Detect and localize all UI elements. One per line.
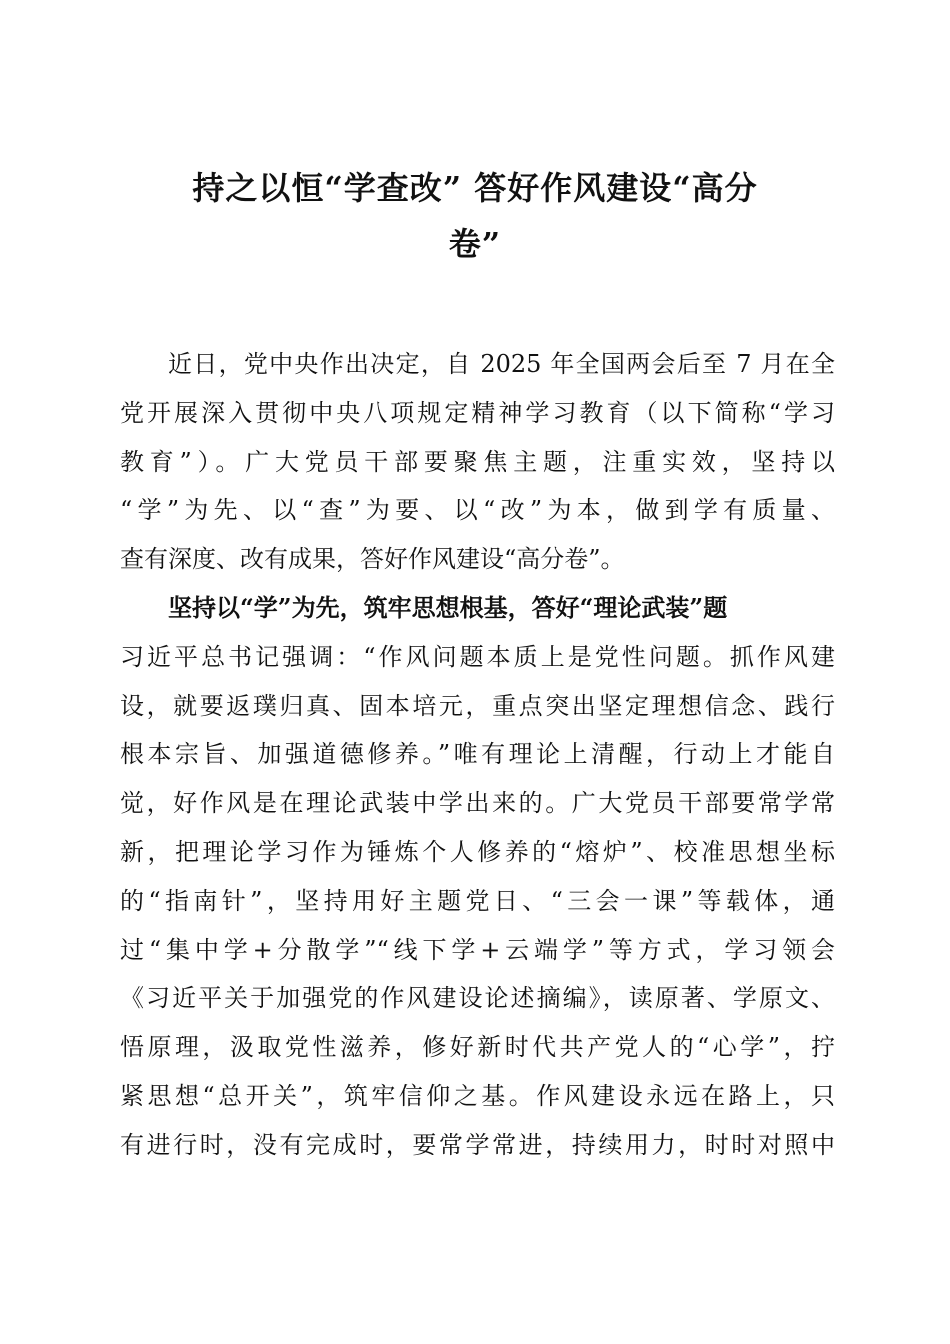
paragraph-line: 悟原理，汲取党性滋养，修好新时代共产党人的“心学”，拧	[120, 1033, 835, 1062]
document-title	[120, 160, 830, 272]
paragraph-line: 根本宗旨、加强道德修养。”唯有理论上清醒，行动上才能自	[120, 740, 835, 769]
paragraph-line: 习近平总书记强调：“作风问题本质上是党性问题。抓作风建	[120, 642, 835, 671]
paragraph-line: 近日，党中央作出决定，自 2025 年全国两会后至 7 月在全	[168, 350, 835, 378]
paragraph-line: 觉，好作风是在理论武装中学出来的。广大党员干部要常学常	[120, 789, 835, 818]
paragraph-line: 查有深度、改有成果，答好作风建设“高分卷”。	[120, 545, 625, 574]
title-line-1: 持之以恒“学查改” 答好作风建设“高分	[192, 169, 758, 207]
document-body	[120, 340, 835, 1170]
paragraph-line: 有进行时，没有完成时，要常学常进，持续用力，时时对照中	[120, 1130, 835, 1159]
paragraph-line: 党开展深入贯彻中央八项规定精神学习教育（以下简称“学习	[120, 398, 835, 427]
paragraph-line: “学”为先、以“查”为要、以“改”为本，做到学有质量、	[120, 496, 835, 525]
paragraph-line: 新，把理论学习作为锤炼个人修养的“熔炉”、校准思想坐标	[120, 837, 835, 866]
title-line-2: 卷”	[448, 225, 502, 263]
section-heading: 坚持以“学”为先，筑牢思想根基，答好“理论武装”题	[168, 592, 728, 622]
paragraph-line: 教育”）。广大党员干部要聚焦主题，注重实效，坚持以	[120, 447, 835, 476]
paragraph-line: 紧思想“总开关”，筑牢信仰之基。作风建设永远在路上，只	[120, 1081, 835, 1110]
paragraph-line: 过“集中学+分散学”“线下学+云端学”等方式，学习领会	[120, 935, 835, 964]
paragraph-intro	[120, 340, 835, 584]
paragraph-line: 设，就要返璞归真、固本培元，重点突出坚定理想信念、践行	[120, 691, 835, 720]
paragraph-line: 的“指南针”，坚持用好主题党日、“三会一课”等载体，通	[120, 886, 835, 915]
paragraph-line: 《习近平关于加强党的作风建设论述摘编》，读原著、学原文、	[120, 984, 835, 1013]
section-study	[120, 584, 835, 1170]
